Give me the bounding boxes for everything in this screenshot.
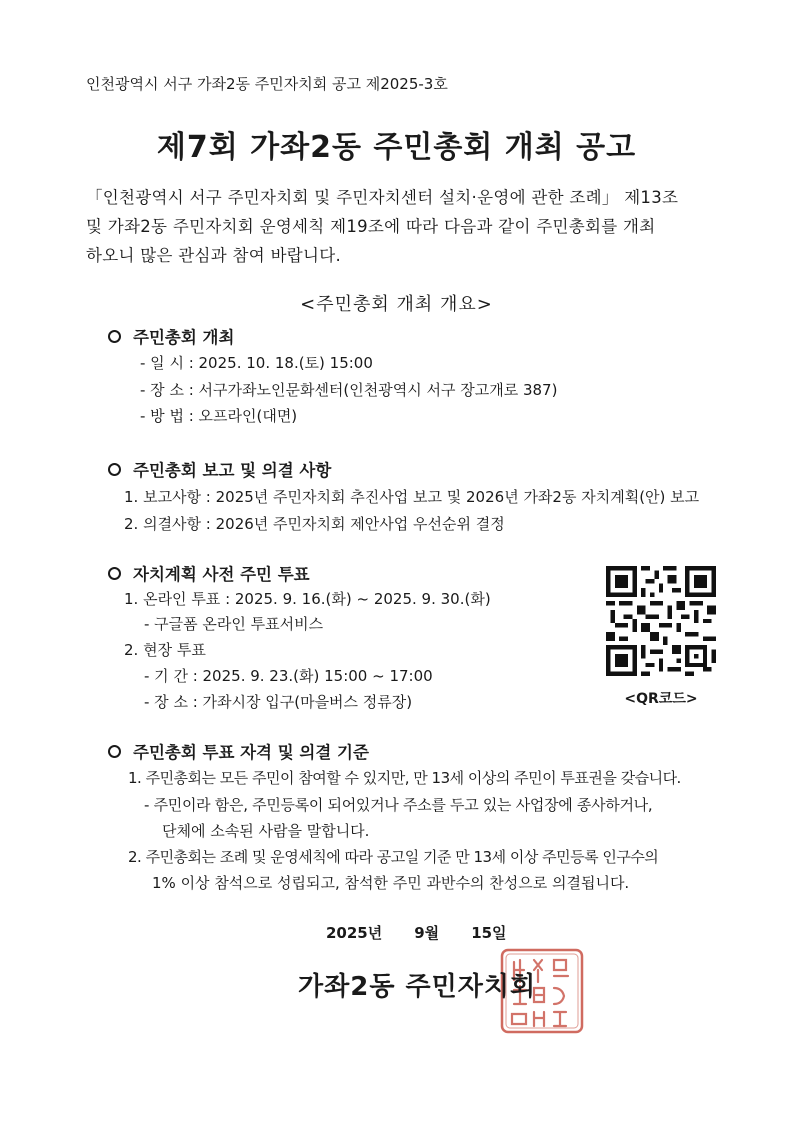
section-heading-text: 주민총회 투표 자격 및 의결 기준 bbox=[133, 743, 369, 762]
announcement-date bbox=[326, 922, 507, 943]
section-heading-text: 주민총회 개최 bbox=[133, 328, 235, 347]
meeting-method: - 방 법 : 오프라인(대면) bbox=[140, 407, 298, 425]
agenda-report: 1. 보고사항 : 2025년 주민자치회 추진사업 보고 및 2026년 가좌2동 자치계획(안) 보고 bbox=[124, 488, 700, 506]
intro-line: 하오니 많은 관심과 참여 바랍니다. bbox=[86, 246, 342, 265]
date-month: 9월 bbox=[414, 924, 440, 942]
section-heading-vote bbox=[108, 561, 310, 585]
eligibility-rule-2-cont: 1% 이상 참석으로 성립되고, 참석한 주민 과반수의 찬성으로 의결됩니다. bbox=[152, 874, 630, 892]
eligibility-rule-1: 1. 주민총회는 모든 주민이 참여할 수 있지만, 만 13세 이상의 주민이 투표권을 갖습니다. bbox=[128, 769, 681, 787]
outline-heading: <주민총회 개최 개요> bbox=[300, 294, 493, 315]
vote-online: 1. 온라인 투표 : 2025. 9. 16.(화) ~ 2025. 9. 30.(화) bbox=[124, 590, 491, 608]
vote-onsite: 2. 현장 투표 bbox=[124, 641, 206, 659]
eligibility-rule-1-note-cont: 단체에 소속된 사람을 말합니다. bbox=[162, 822, 370, 840]
page-title: 제7회 가좌2동 주민총회 개최 공고 bbox=[156, 130, 637, 165]
circle-bullet-icon bbox=[108, 463, 121, 476]
notice-number: 인천광역시 서구 가좌2동 주민자치회 공고 제2025-3호 bbox=[86, 75, 448, 93]
intro-paragraph bbox=[86, 183, 678, 270]
date-day: 15일 bbox=[471, 924, 507, 942]
eligibility-rule-1-note: - 주민이라 함은, 주민등록이 되어있거나 주소를 두고 있는 사업장에 종사하거나, bbox=[144, 796, 653, 814]
vote-onsite-period: - 기 간 : 2025. 9. 23.(화) 15:00 ~ 17:00 bbox=[144, 667, 433, 685]
circle-bullet-icon bbox=[108, 567, 121, 580]
section-heading-meeting bbox=[108, 324, 234, 348]
section-heading-eligibility bbox=[108, 739, 369, 763]
section-heading-agenda bbox=[108, 457, 331, 481]
section-heading-text: 자치계획 사전 주민 투표 bbox=[133, 565, 310, 584]
circle-bullet-icon bbox=[108, 330, 121, 343]
vote-onsite-place: - 장 소 : 가좌시장 입구(마을버스 정류장) bbox=[144, 693, 413, 711]
section-heading-text: 주민총회 보고 및 의결 사항 bbox=[133, 461, 332, 480]
vote-online-service: - 구글폼 온라인 투표서비스 bbox=[144, 615, 324, 633]
eligibility-rule-2: 2. 주민총회는 조례 및 운영세칙에 따라 공고일 기준 만 13세 이상 주민등록 인구수의 bbox=[128, 848, 659, 866]
meeting-place: - 장 소 : 서구가좌노인문화센터(인천광역시 서구 장고개로 387) bbox=[140, 381, 558, 399]
agenda-resolution: 2. 의결사항 : 2026년 주민자치회 제안사업 우선순위 결정 bbox=[124, 515, 505, 533]
intro-line: 「인천광역시 서구 주민자치회 및 주민자치센터 설치·운영에 관한 조례」 제13조 bbox=[86, 188, 679, 207]
meeting-date: - 일 시 : 2025. 10. 18.(토) 15:00 bbox=[140, 354, 373, 372]
date-year: 2025년 bbox=[326, 924, 383, 942]
organization-name: 가좌2동 주민자치회 bbox=[298, 972, 537, 1002]
qr-code[interactable] bbox=[606, 566, 716, 676]
qr-caption: <QR코드> bbox=[624, 691, 698, 707]
circle-bullet-icon bbox=[108, 745, 121, 758]
intro-line: 및 가좌2동 주민자치회 운영세칙 제19조에 따라 다음과 같이 주민총회를 개최 bbox=[86, 217, 656, 236]
